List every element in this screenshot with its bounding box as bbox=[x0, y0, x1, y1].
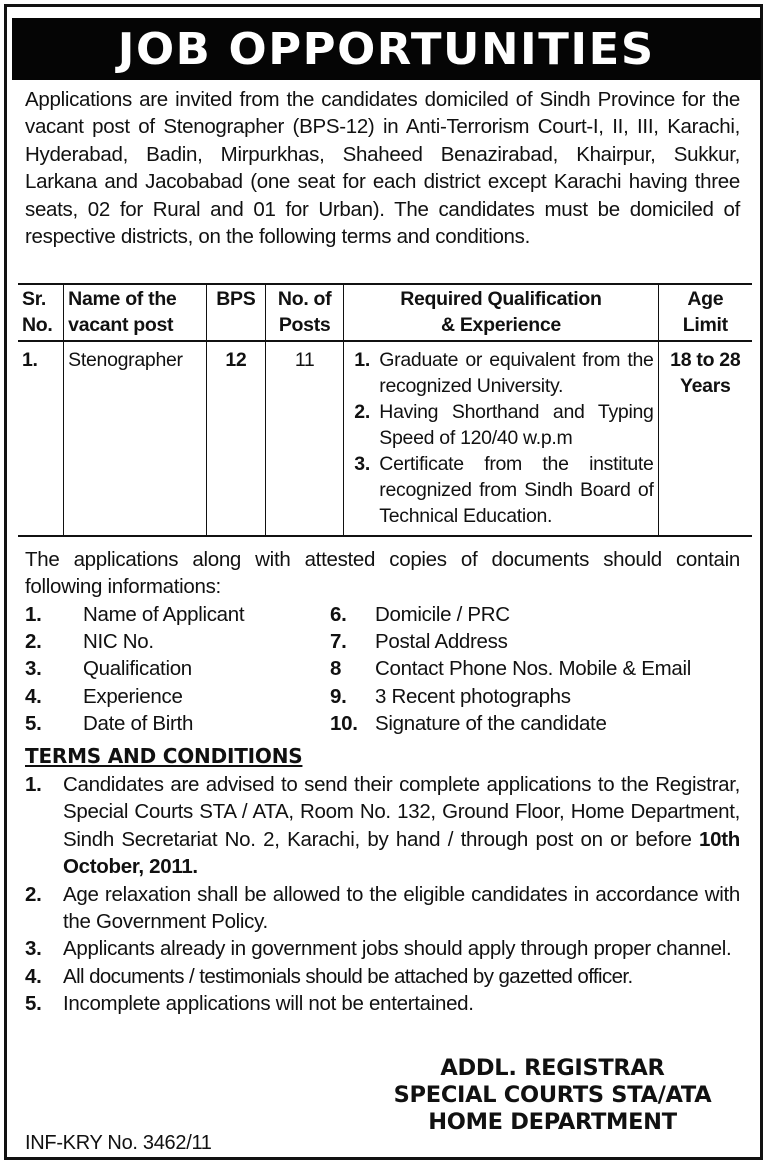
reference-number: INF-KRY No. 3462/11 bbox=[25, 1132, 212, 1154]
page-title: JOB OPPORTUNITIES bbox=[118, 23, 655, 75]
header-bar bbox=[12, 18, 761, 80]
documents-intro: The applications along with attested copies of documents should contain following informations: bbox=[25, 548, 740, 599]
signature-line: ADDL. REGISTRAR bbox=[440, 1055, 665, 1081]
cell-sr-no: 1. bbox=[22, 349, 38, 371]
header-no-of-posts: No. of Posts bbox=[265, 284, 343, 341]
header-bps: BPS bbox=[206, 284, 265, 341]
list-item: 1. Name of Applicant bbox=[25, 603, 245, 626]
signature-block bbox=[360, 1055, 745, 1136]
cell-bps: 12 bbox=[206, 341, 265, 536]
list-item: 7. Postal Address bbox=[330, 630, 508, 654]
signature-line: SPECIAL COURTS STA/ATA bbox=[393, 1082, 712, 1108]
header-sr-no: Sr. No. bbox=[22, 288, 53, 336]
signature-line: HOME DEPARTMENT bbox=[428, 1109, 677, 1135]
list-item: 6. Domicile / PRC bbox=[330, 603, 510, 626]
table-row bbox=[18, 341, 752, 536]
vacancy-table bbox=[18, 283, 752, 537]
cell-post-name: Stenographer bbox=[64, 341, 207, 536]
list-item: 8 Contact Phone Nos. Mobile & Email bbox=[330, 657, 691, 681]
list-item: 2. NIC No. bbox=[25, 630, 154, 654]
terms-list bbox=[25, 771, 740, 1018]
cell-age-limit: 18 to 28 Years bbox=[658, 341, 752, 536]
list-item: 5. Date of Birth bbox=[25, 711, 194, 735]
cell-no-of-posts: 11 bbox=[265, 341, 343, 536]
cell-qualifications bbox=[344, 341, 658, 536]
deadline-date: 10th October, 2011. bbox=[63, 827, 740, 879]
table-header-row bbox=[18, 284, 752, 341]
qualification-item: 1. Graduate or equivalent from the recognized University. bbox=[354, 349, 654, 397]
intro-paragraph: Applications are invited from the candidates domiciled of Sindh Province for the vacant post of Stenographer (BPS-12) in Anti-Terrorism Court-I, II, III, Karachi, Hyderabad, Badin, Mirpurkhas, Shaheed Benazirabad, Khairpur, Sukkur, Larkana and Jacobabad (one seat for each district except Karachi having three seats, 02 for Rural and 01 for Urban). The candidates must be domiciled of respective districts, on the following terms and conditions. bbox=[25, 88, 740, 249]
list-item: 10. Signature of the candidate bbox=[330, 711, 607, 735]
list-item: 4. All documents / testimonials should be attached by gazetted officer. bbox=[25, 964, 633, 988]
list-item: 4. Experience bbox=[25, 684, 183, 708]
qualification-item: 3. Certificate from the institute recognized from Sindh Board of Technical Education. bbox=[354, 453, 654, 527]
list-item: 3. Applicants already in government jobs should apply through proper channel. bbox=[25, 937, 732, 961]
header-qualification: Required Qualification & Experience bbox=[344, 284, 658, 341]
list-item: 9. 3 Recent photographs bbox=[330, 684, 571, 708]
qualification-item: 2. Having Shorthand and Typing Speed of 120/40 w.p.m bbox=[354, 401, 654, 449]
documents-list bbox=[25, 601, 745, 737]
terms-heading: TERMS AND CONDITIONS bbox=[25, 744, 303, 768]
header-age-limit: Age Limit bbox=[658, 284, 752, 341]
list-item: 5. Incomplete applications will not be entertained. bbox=[25, 992, 474, 1016]
list-item: 2. Age relaxation shall be allowed to the eligible candidates in accordance with the Government Policy. bbox=[25, 882, 740, 934]
list-item: 3. Qualification bbox=[25, 657, 192, 681]
list-item: 1. Candidates are advised to send their complete applications to the Registrar, Special Courts STA / ATA, Room No. 132, Ground Floor, Home Department, Sindh Secretariat No. 2, Karachi, by hand / through post on or before 10th October, 2011. bbox=[25, 773, 740, 879]
header-post-name: Name of the vacant post bbox=[64, 284, 207, 341]
